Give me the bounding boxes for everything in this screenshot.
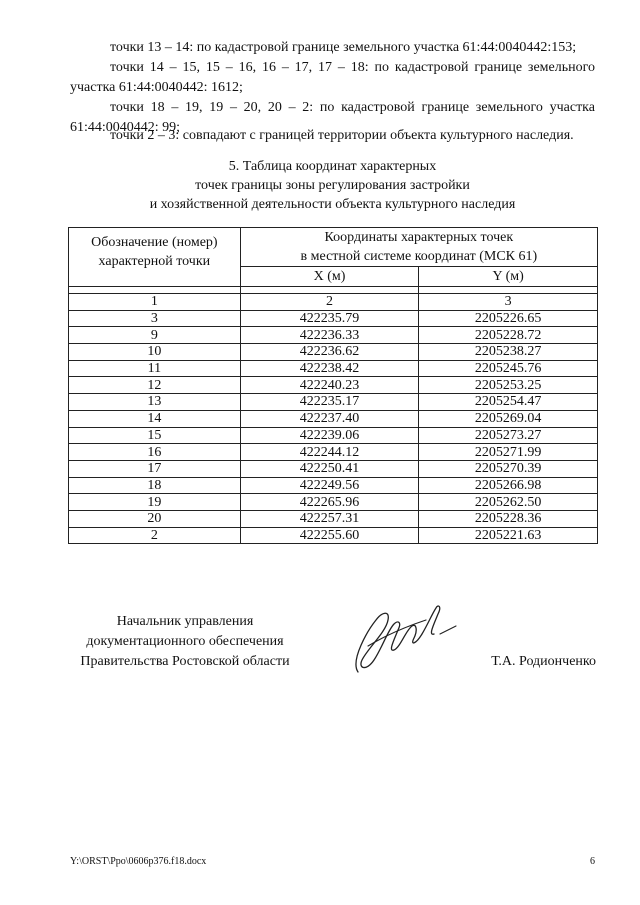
point-number-cell: 9 — [69, 327, 241, 344]
header-gap — [69, 287, 598, 294]
header-x: X (м) — [240, 267, 419, 287]
x-coordinate-cell: 422244.12 — [240, 444, 419, 461]
table-row — [69, 327, 598, 344]
header-coordinates: Координаты характерных точек в местной системе координат (МСК 61) — [240, 228, 597, 267]
y-coordinate-cell: 2205238.27 — [419, 344, 598, 361]
table-row — [69, 477, 598, 494]
point-number-cell: 20 — [69, 510, 241, 527]
point-number-cell: 11 — [69, 360, 241, 377]
x-coordinate-cell: 422249.56 — [240, 477, 419, 494]
y-coordinate-cell: 2205262.50 — [419, 494, 598, 511]
header-point-designation: Обозначение (номер) характерной точки — [69, 228, 241, 287]
y-coordinate-cell: 2205226.65 — [419, 310, 598, 327]
point-number-cell: 16 — [69, 444, 241, 461]
paragraph-points-13-14: точки 13 – 14: по кадастровой границе земельного участка 61:44:0040442:153; — [110, 40, 577, 55]
table-row — [69, 344, 598, 361]
table-row — [69, 410, 598, 427]
table-row — [69, 510, 598, 527]
point-number-cell: 18 — [69, 477, 241, 494]
caption-line: и хозяйственной деятельности объекта культурного наследия — [149, 197, 516, 212]
signatory-name: Т.А. Родионченко — [491, 654, 596, 669]
point-number-cell: 15 — [69, 427, 241, 444]
y-coordinate-cell: 2205273.27 — [419, 427, 598, 444]
y-coordinate-cell: 2205228.72 — [419, 327, 598, 344]
caption-line: точек границы зоны регулирования застройки — [195, 178, 470, 193]
table-row — [69, 394, 598, 411]
table-row — [69, 377, 598, 394]
table-row — [69, 494, 598, 511]
paragraph-points-18-2: точки 18 – 19, 19 – 20, 20 – 2: по кадастровой границе земельного участка 61:44:0040442: 99; — [70, 100, 595, 135]
table-row — [69, 360, 598, 377]
x-coordinate-cell: 422235.17 — [240, 394, 419, 411]
y-coordinate-cell: 2205221.63 — [419, 527, 598, 544]
x-coordinate-cell: 422239.06 — [240, 427, 419, 444]
table-row — [69, 444, 598, 461]
x-coordinate-cell: 422255.60 — [240, 527, 419, 544]
x-coordinate-cell: 422265.96 — [240, 494, 419, 511]
point-number-cell: 12 — [69, 377, 241, 394]
table-row — [69, 427, 598, 444]
x-coordinate-cell: 422235.79 — [240, 310, 419, 327]
y-coordinate-cell: 2205270.39 — [419, 460, 598, 477]
table-row — [69, 460, 598, 477]
coordinates-table — [68, 227, 598, 544]
x-coordinate-cell: 422250.41 — [240, 460, 419, 477]
x-coordinate-cell: 422238.42 — [240, 360, 419, 377]
point-number-cell: 13 — [69, 394, 241, 411]
table-caption — [70, 157, 595, 214]
handwritten-signature — [338, 590, 468, 685]
signatory-title: Начальник управления документационного обеспечения Правительства Ростовской области — [80, 614, 290, 669]
y-coordinate-cell: 2205271.99 — [419, 444, 598, 461]
table-row — [69, 527, 598, 544]
y-coordinate-cell: 2205266.98 — [419, 477, 598, 494]
paragraph-points-2-3: точки 2 – 3: совпадают с границей территории объекта культурного наследия. — [110, 128, 574, 143]
y-coordinate-cell: 2205269.04 — [419, 410, 598, 427]
x-coordinate-cell: 422236.62 — [240, 344, 419, 361]
caption-line: 5. Таблица координат характерных — [228, 159, 437, 174]
x-coordinate-cell: 422240.23 — [240, 377, 419, 394]
point-number-cell: 19 — [69, 494, 241, 511]
y-coordinate-cell: 2205228.36 — [419, 510, 598, 527]
point-number-cell: 10 — [69, 344, 241, 361]
paragraph-points-14-18: точки 14 – 15, 15 – 16, 16 – 17, 17 – 18: по кадастровой границе земельного участка 61:44:0040442: 1612; — [70, 60, 595, 95]
y-coordinate-cell: 2205253.25 — [419, 377, 598, 394]
y-coordinate-cell: 2205254.47 — [419, 394, 598, 411]
x-coordinate-cell: 422257.31 — [240, 510, 419, 527]
page-number: 6 — [590, 856, 595, 867]
y-coordinate-cell: 2205245.76 — [419, 360, 598, 377]
point-number-cell: 2 — [69, 527, 241, 544]
header-y: Y (м) — [419, 267, 598, 287]
column-number-row: 1 2 3 — [69, 294, 598, 311]
point-number-cell: 14 — [69, 410, 241, 427]
x-coordinate-cell: 422237.40 — [240, 410, 419, 427]
table-row — [69, 310, 598, 327]
file-path: Y:\ORST\Ppo\0606p376.f18.docx — [70, 856, 207, 867]
point-number-cell: 17 — [69, 460, 241, 477]
point-number-cell: 3 — [69, 310, 241, 327]
x-coordinate-cell: 422236.33 — [240, 327, 419, 344]
